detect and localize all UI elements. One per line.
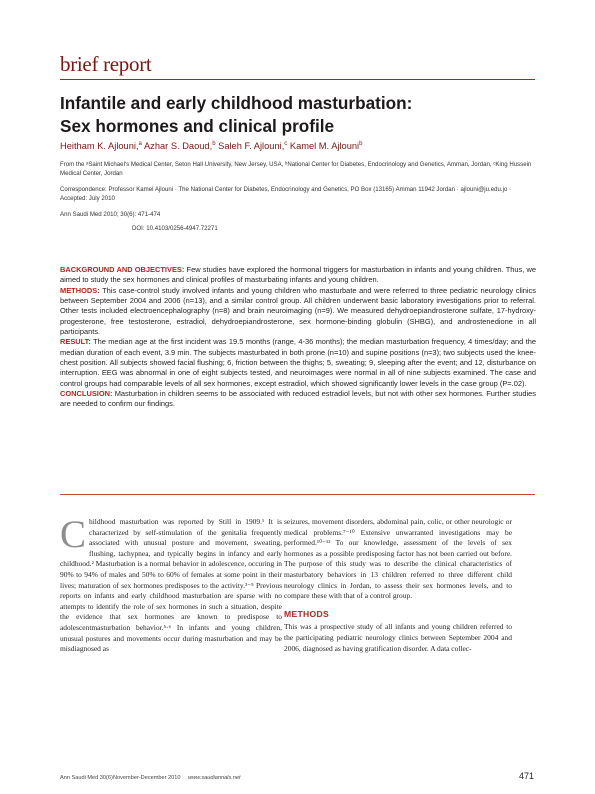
title-line-2: Sex hormones and clinical profile [60,116,335,136]
methods-label: METHODS: [60,285,100,295]
author-affil-mark: b [212,141,216,147]
author-affil-mark: b [359,141,363,147]
background-text: Few studies have explored the hormonal triggers for masturbation in infants and young children. Thus, we aimed to study the sex hormones and clinical profiles of masturbating infants and young children. [60,265,536,285]
title-line-1: Infantile and early childhood masturbation: [60,93,413,113]
author-affil-mark: a [138,141,142,147]
footer-site[interactable]: www.saudiannals.net [188,775,241,781]
page-number: 471 [519,771,535,781]
abstract-methods [60,286,536,338]
header-rule [60,79,535,80]
author-name: Saleh F. Ajlouni, [218,141,285,152]
author-list [60,141,362,151]
footer-date: November-December 2010 [113,775,181,781]
author-name: Heitham K. Ajlouni, [60,141,139,152]
methods-paragraph: This was a prospective study of all infants and young children referred to the participating pediatric neurology clinics between September 2004 and 2006, diagnosed as having gratification disorder. A data collec- [284,622,512,653]
author-affil-mark: c [284,141,288,147]
section-label: brief report [60,52,152,76]
conclusion-label: CONCLUSION: [60,389,113,399]
article-title [60,92,530,138]
intro-text: hildhood masturbation was reported by Still in 1909.¹ It is characterized by self-stimulation of the genitalia frequently associated with unusual posture and movement, sweating, flushing, tachypnea, and typically begins in infancy and early childhood.² Masturbation is a normal behavior in adolescence, occuring in 90% to 94% of males and 50% to 60% of females at some point in their lives; maturation of sex hormones predisposes to the activity.³⁻⁵ Previous reports on infants and early childhood masturbation are sparse with no attempts to identify the role of sex hormones in such a situation, despite the evidence that sex hormones are known to predispose to adolescentmasturbation behavior.⁵·⁶ In infants and young children, unusual postures and movements occur during masturbation and may be misdiagnosed as [60,517,282,654]
drop-cap: C [60,513,87,556]
author-name: Azhar S. Daoud, [143,141,213,152]
results-text: The median age at the first incident was 19.5 months (range, 4-36 months); the median masturbation frequency, 4 times/day; and the median duration of each event, 3.9 min. The subjects masturbated in both prone (n=10) and supine positions (n=3); two subjects used the knee-chest position. All subjects showed facial flushing; 6, friction between the thighs; 5, sweating; 9, sleeping after the event; and 12, disturbance on interruption. EEG was abnormal in one of eight subjects tested, and neuroimages were normal in all of nine subjects examined. The case and control groups had comparable levels of all sex hormones, except estradiol, which showed significantly lower levels in the case group (P=.02). [60,337,536,388]
abstract-conclusion [60,389,536,410]
author-name: Kamel M. Ajlouni [289,141,360,152]
doi: DOI: 10.4103/0256-4947.72271 [132,225,218,232]
abstract-results [60,337,536,389]
results-label: RESULT: [60,337,91,347]
correspondence: Correspondence: Professor Kamel Ajlouni · The National Center for Diabetes, Endocrinology and Genetics, PO Box (13165) Amman 11942 Jordan · ajlouni@ju.edu.jo · Accepted: July 2010 [60,186,512,202]
methods-text: This case-control study involved infants and young children who masturbate and were referred to three pediatric neurology clinics between September 2004 and 2006 (n=13), and a similar control group. All children underwent basic laboratory investigations prior to referral. Other tests included electroencephalography (n=8) and brain neuroimaging (n=9). We measured dehydroepiandrosterone sulfate, 17-hydroxy-progesterone, free testosterone, estradiol, dehydroepiandrosterone, sex hormone-binding globulin (SHBG), and androstenedione in all participants. [60,285,536,337]
footer-journal: Ann Saudi Med 30(6) [60,775,113,781]
abstract-background [60,265,536,286]
methods-heading: METHODS [284,608,330,619]
body-column-right [284,517,512,654]
citation: Ann Saudi Med 2010; 30(6): 471-474 [60,211,161,218]
background-label: BACKGROUND AND OBJECTIVES: [60,265,185,274]
intro-continued: seizures, movement disorders, abdominal pain, colic, or other neurologic or medical problems.⁷⁻¹⁰ Extensive unwarranted investigations may be performed.¹⁰⁻¹² To our knowledge, assessment of the levels of sex hormones as a possible predisposing factor has not been carried out before. The purpose of this study was to describe the clinical characteristics of masturbatory behaviors in 13 children referred to three different child neurology clinics in Jordan, to assess their sex hormones levels, and to compare these with that of a control group. [284,517,512,601]
abstract-rule [60,494,535,495]
conclusion-text: Masturbation in children seems to be associated with reduced estradiol levels, but not with other sex hormones. Further studies are needed to confirm our findings. [60,389,536,409]
affiliations: From the ᵃSaint Michael's Medical Center, Seton Hall University, New Jersey, USA, ᵇNational Center for Diabetes, Endocrinology and Genetics, Amman, Jordan, ᶜKing Hussein Medical Center, Jordan [60,161,532,177]
abstract [60,265,536,410]
body-column-left [60,513,282,655]
